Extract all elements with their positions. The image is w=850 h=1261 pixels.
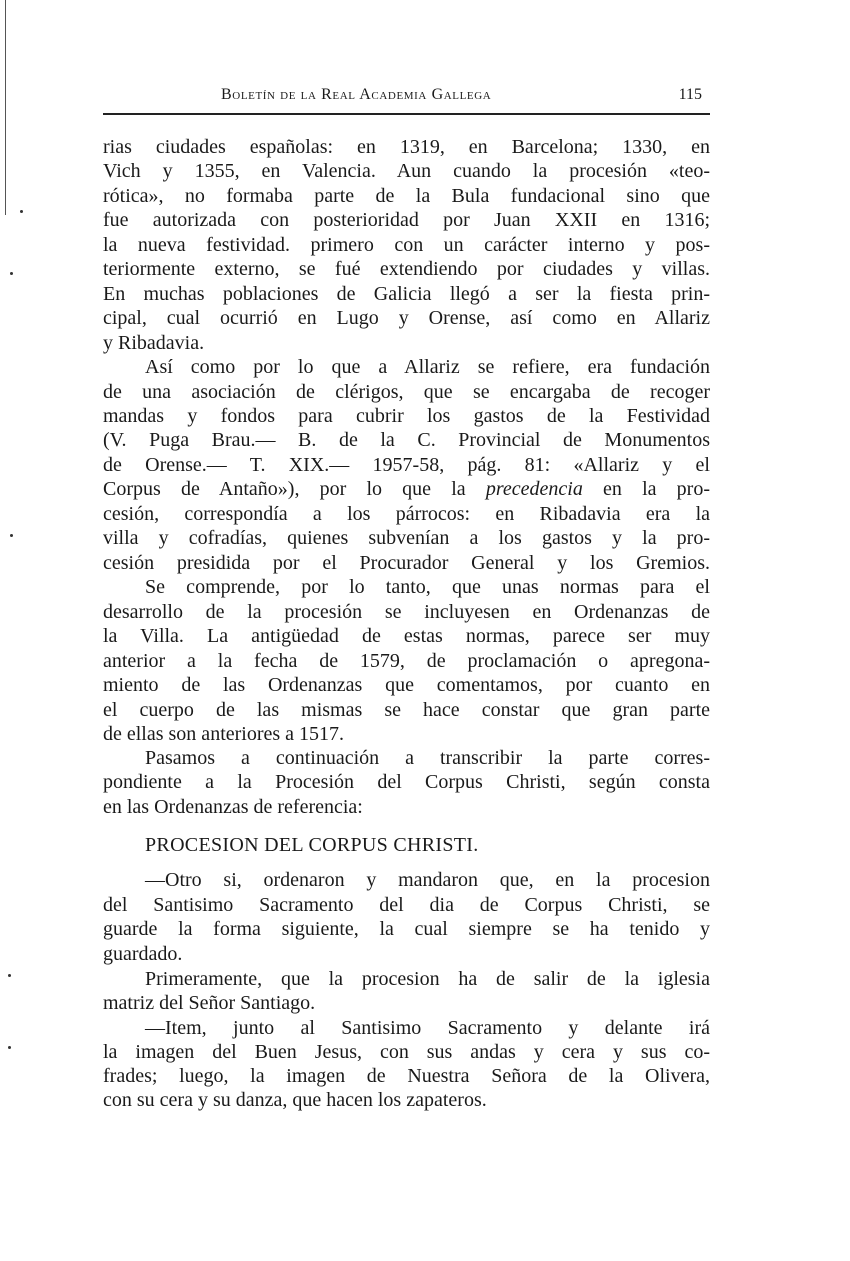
- text-line: [145, 1016, 710, 1040]
- header-rule: [103, 113, 710, 115]
- text-segment: en la pro-: [582, 478, 710, 500]
- text-segment: guarde la forma siguiente, la cual siempre se ha tenido y: [103, 918, 710, 940]
- text-segment: (V. Puga Brau.— B. de la C. Provincial de Monumentos: [103, 429, 710, 451]
- text-line: [103, 380, 710, 404]
- text-segment: la imagen del Buen Jesus, con sus andas y cera y sus co-: [103, 1041, 710, 1063]
- text-line: [103, 306, 710, 330]
- text-segment: Pasamos a continuación a transcribir la parte corres-: [145, 747, 710, 769]
- running-header: [103, 86, 710, 110]
- text-line: [103, 649, 710, 673]
- text-segment: cipal, cual ocurrió en Lugo y Orense, así como en Allariz: [103, 307, 710, 329]
- text-line: [145, 967, 710, 991]
- text-segment: rótica», no formaba parte de la Bula fundacional sino que: [103, 185, 710, 207]
- text-line: [103, 404, 710, 428]
- text-line: [103, 893, 710, 917]
- text-segment: en las Ordenanzas de referencia:: [103, 796, 363, 818]
- text-line: [103, 331, 710, 355]
- text-segment: Corpus de Antaño»), por lo que la: [103, 478, 486, 500]
- margin-mark: [8, 974, 11, 977]
- text-line: [103, 184, 710, 208]
- text-segment: cesión, correspondía a los párrocos: en Ribadavia era la: [103, 503, 710, 525]
- margin-mark: [10, 272, 13, 275]
- text-line: [103, 991, 710, 1015]
- text-line: [145, 355, 710, 379]
- text-segment: pondiente a la Procesión del Corpus Christi, según consta: [103, 771, 710, 793]
- text-line: [103, 477, 710, 501]
- text-line: [103, 1088, 710, 1112]
- text-segment: guardado.: [103, 943, 183, 965]
- text-segment: desarrollo de la procesión se incluyesen en Ordenanzas de: [103, 601, 710, 623]
- text-line: [103, 551, 710, 575]
- text-line: [145, 746, 710, 770]
- text-segment: con su cera y su danza, que hacen los zapateros.: [103, 1089, 487, 1111]
- page-number: 115: [678, 86, 702, 103]
- text-segment: el cuerpo de las mismas se hace constar que gran parte: [103, 699, 710, 721]
- text-line: [145, 868, 710, 892]
- text-segment: PROCESION DEL CORPUS CHRISTI.: [145, 834, 479, 856]
- text-segment: la nueva festividad. primero con un carácter interno y pos-: [103, 234, 710, 256]
- text-line: [103, 502, 710, 526]
- text-line: [103, 600, 710, 624]
- text-line: [103, 282, 710, 306]
- text-segment: de una asociación de clérigos, que se encargaba de recoger: [103, 381, 710, 403]
- text-line: [103, 1040, 710, 1064]
- text-line: [103, 698, 710, 722]
- text-line: [103, 428, 710, 452]
- text-line: [103, 673, 710, 697]
- text-line: [103, 1064, 710, 1088]
- text-segment: Así como por lo que a Allariz se refiere, era fundación: [145, 356, 710, 378]
- text-segment: teriormente externo, se fué extendiendo por ciudades y villas.: [103, 258, 710, 280]
- text-line: [145, 575, 710, 599]
- text-segment: —Otro si, ordenaron y mandaron que, en la procesion: [145, 869, 710, 891]
- text-line: [103, 135, 710, 159]
- text-line: [103, 770, 710, 794]
- text-line: [103, 795, 710, 819]
- text-segment: frades; luego, la imagen de Nuestra Señora de la Olivera,: [103, 1065, 710, 1087]
- margin-mark: [10, 534, 13, 537]
- text-segment: y Ribadavia.: [103, 332, 205, 354]
- margin-mark: [20, 210, 23, 213]
- text-segment: —Item, junto al Santisimo Sacramento y delante irá: [145, 1017, 710, 1039]
- page-edge-line: [5, 0, 6, 215]
- text-segment: Primeramente, que la procesion ha de salir de la iglesia: [145, 968, 710, 990]
- margin-mark: [8, 1046, 11, 1049]
- text-segment: del Santisimo Sacramento del dia de Corpus Christi, se: [103, 894, 710, 916]
- running-title: Boletín de la Real Academia Gallega: [221, 86, 492, 103]
- text-segment: En muchas poblaciones de Galicia llegó a ser la fiesta prin-: [103, 283, 710, 305]
- text-segment: cesión presidida por el Procurador General y los Gremios.: [103, 552, 710, 574]
- text-segment: Se comprende, por lo tanto, que unas normas para el: [145, 576, 710, 598]
- text-segment: miento de las Ordenanzas que comentamos, por cuanto en: [103, 674, 710, 696]
- text-segment: fue autorizada con posterioridad por Juan XXII en 1316;: [103, 209, 710, 231]
- text-segment: Vich y 1355, en Valencia. Aun cuando la procesión «teo-: [103, 160, 710, 182]
- text-segment: de ellas son anteriores a 1517.: [103, 723, 345, 745]
- text-segment: rias ciudades españolas: en 1319, en Barcelona; 1330, en: [103, 136, 710, 158]
- text-line: [103, 942, 710, 966]
- text-line: [103, 526, 710, 550]
- text-line: [103, 208, 710, 232]
- italic-term: precedencia: [485, 478, 583, 500]
- text-line: [103, 257, 710, 281]
- section-heading: [145, 833, 479, 857]
- text-line: [103, 453, 710, 477]
- text-line: [103, 159, 710, 183]
- text-line: [103, 917, 710, 941]
- text-line: [103, 624, 710, 648]
- text-line: [103, 233, 710, 257]
- text-segment: villa y cofradías, quienes subvenían a los gastos y la pro-: [103, 527, 710, 549]
- text-segment: matriz del Señor Santiago.: [103, 992, 316, 1014]
- text-line: [103, 722, 710, 746]
- text-segment: de Orense.— T. XIX.— 1957-58, pág. 81: «Allariz y el: [103, 454, 710, 476]
- text-segment: la Villa. La antigüedad de estas normas, parece ser muy: [103, 625, 710, 647]
- text-segment: mandas y fondos para cubrir los gastos de la Festividad: [103, 405, 710, 427]
- text-segment: anterior a la fecha de 1579, de proclamación o apregona-: [103, 650, 710, 672]
